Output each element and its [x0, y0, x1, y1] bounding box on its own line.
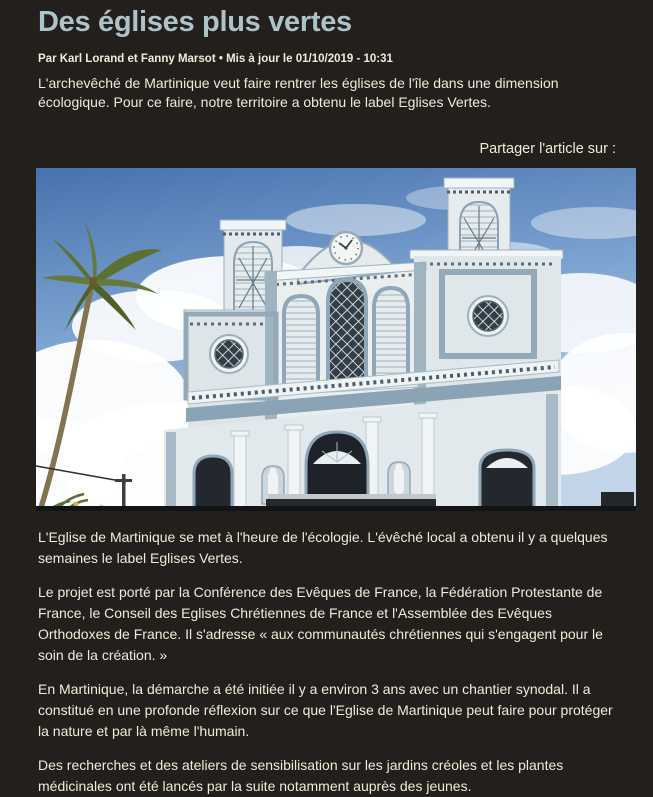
page-title: Des églises plus vertes — [38, 6, 352, 38]
article-paragraph: En Martinique, la démarche a été initiée il y a environ 3 ans avec un chantier synodal. Il a constitué en une profonde réflexion sur ce que l'Eglise de Martinique peut faire pour protéger la nature et par là même l'humain. — [38, 681, 613, 740]
share-label: Partager l'article sur : — [479, 141, 616, 158]
article-intro: L'archevêché de Martinique veut faire rentrer les églises de l'île dans une dimension écologique. Pour ce faire, notre territoire a obtenu le label Eglises Vertes. — [38, 75, 559, 111]
clock — [330, 232, 362, 264]
article-body — [38, 527, 615, 797]
article-byline: Par Karl Lorand et Fanny Marsot • Mis à jour le 01/10/2019 - 10:31 — [38, 53, 393, 66]
upper-windows — [284, 280, 408, 386]
article-paragraph: Des recherches et des ateliers de sensibilisation sur les jardins créoles et les plantes médicinales ont été lancés par la suite notamment auprès des jeunes. — [38, 757, 564, 795]
article-paragraph: Le projet est porté par la Conférence des Evêques de France, la Fédération Protestante de France, le Conseil des Eglises Chrétiennes de France et l'Assemblée des Evêques Orthodoxes de France. Il s'adresse « aux communautés chrétiennes qui s'engagent pour le soin de la création. » — [38, 584, 603, 664]
article-photo — [36, 168, 636, 511]
article-paragraph: L'Eglise de Martinique se met à l'heure de l'écologie. L'évêché local a obtenu il y a quelques semaines le label Eglises Vertes. — [38, 529, 608, 567]
church-illustration — [36, 168, 636, 511]
